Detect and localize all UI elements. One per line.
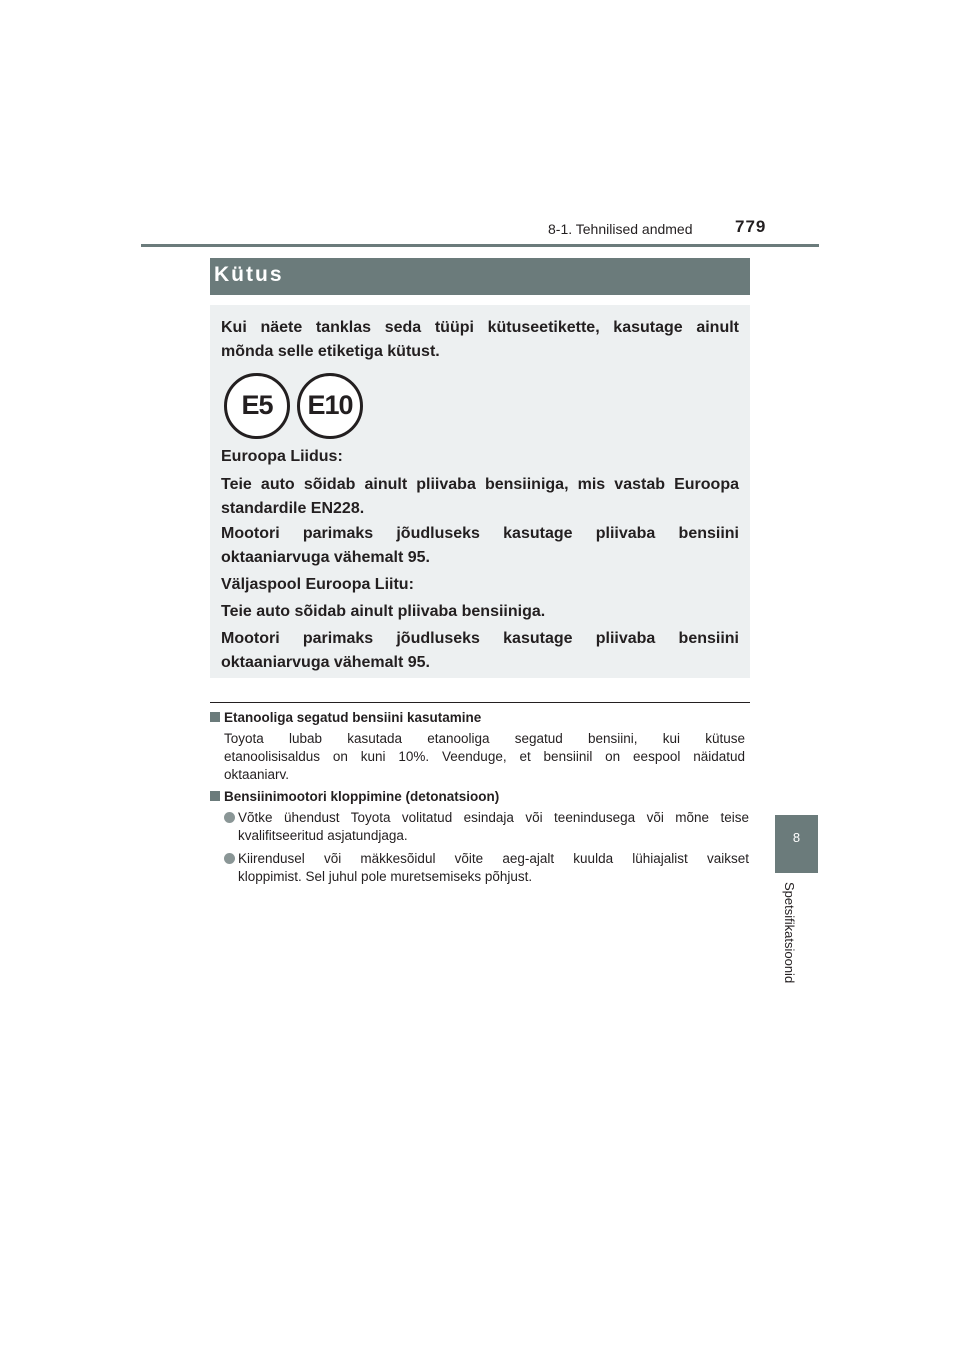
ethanol-heading-text: Etanooliga segatud bensiini kasutamine xyxy=(224,710,482,725)
chapter-name-text: Spetsifikatsioonid xyxy=(782,882,797,984)
noneu-perf-line-1: Mootori parimaks jõudluseks kasutage pliivaba bensiini xyxy=(221,630,739,647)
section-title: Kütus xyxy=(214,263,284,286)
ethanol-line-1: Toyota lubab kasutada etanooliga segatud bensiini, kui kütuse xyxy=(224,731,745,746)
knock-heading-text: Bensiinimootori kloppimine (detonatsioon) xyxy=(224,789,500,804)
knock-bullet-2-line-1: Kiirendusel või mäkkesõidul võite aeg-ajalt kuulda lühiajalist vaikset xyxy=(238,851,749,866)
round-bullet-icon xyxy=(224,853,235,864)
intro-line-2: mõnda selle etiketiga kütust. xyxy=(221,343,440,360)
fuel-label-e10-icon xyxy=(297,373,363,439)
eu-perf-line-1: Mootori parimaks jõudluseks kasutage pliivaba bensiini xyxy=(221,525,739,542)
intro-line-1: Kui näete tanklas seda tüüpi kütuseetikette, kasutage ainult xyxy=(221,319,739,336)
noneu-heading: Väljaspool Euroopa Liitu: xyxy=(221,576,414,593)
ethanol-line-2: etanoolisisaldus on kuni 10%. Veenduge, et bensiinil on eespool näidatud xyxy=(224,749,745,764)
knock-note-heading xyxy=(210,789,499,804)
page-number: 779 xyxy=(735,217,767,236)
fuel-info-box xyxy=(210,305,750,678)
fuel-label-e5-icon xyxy=(224,373,290,439)
square-bullet-icon xyxy=(210,791,220,801)
section-label: 8-1. Tehnilised andmed xyxy=(548,221,693,237)
square-bullet-icon xyxy=(210,712,220,722)
ethanol-note-heading xyxy=(210,710,481,725)
noneu-text: Teie auto sõidab ainult pliivaba bensiiniga. xyxy=(221,603,546,620)
round-bullet-icon xyxy=(224,812,235,823)
fuel-label-e5-text: E5 xyxy=(241,390,273,420)
noneu-perf-line-2: oktaaniarvuga vähemalt 95. xyxy=(221,654,430,671)
knock-bullet-1-line-2: kvalifitseeritud asjatundjaga. xyxy=(238,828,408,843)
notes-divider xyxy=(210,702,750,703)
chapter-tab[interactable]: 8 xyxy=(775,815,818,873)
section-title-bar xyxy=(210,258,750,295)
chapter-name xyxy=(782,882,806,1002)
ethanol-line-3: oktaaniarv. xyxy=(224,767,290,782)
header-rule xyxy=(141,244,819,247)
eu-heading: Euroopa Liidus: xyxy=(221,448,343,465)
eu-text-line-1: Teie auto sõidab ainult pliivaba bensiiniga, mis vastab Euroopa xyxy=(221,476,739,493)
knock-bullet-1-line-1: Võtke ühendust Toyota volitatud esindaja või teenindusega või mõne teise xyxy=(238,810,749,825)
fuel-label-e10-text: E10 xyxy=(307,390,353,420)
eu-text-line-2: standardile EN228. xyxy=(221,500,365,517)
eu-perf-line-2: oktaaniarvuga vähemalt 95. xyxy=(221,549,430,566)
knock-bullet-2-line-2: kloppimist. Sel juhul pole muretsemiseks põhjust. xyxy=(238,869,533,884)
